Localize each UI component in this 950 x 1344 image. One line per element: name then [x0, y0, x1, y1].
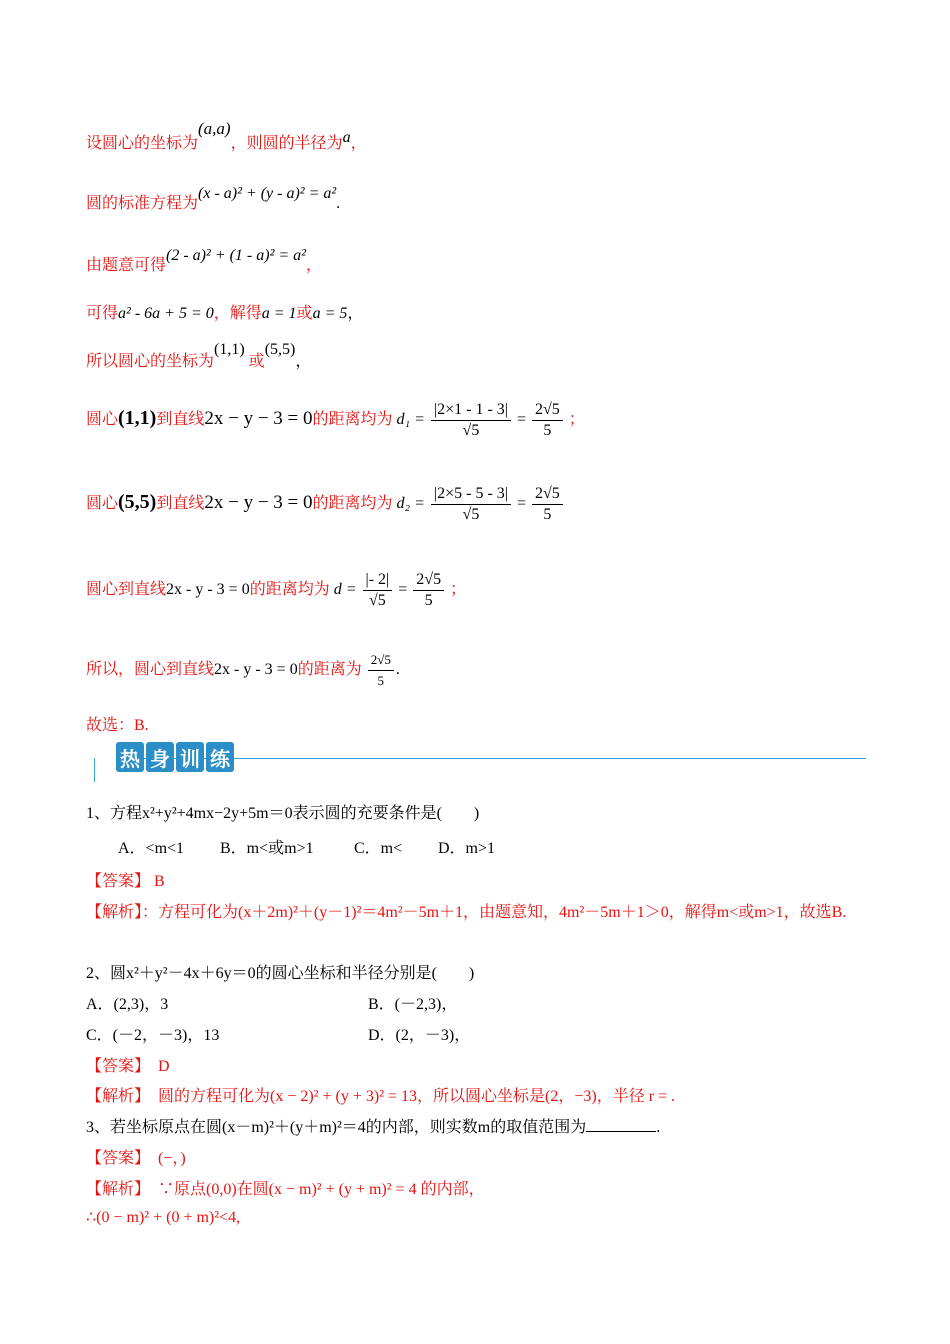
q2-stem: 2、圆x²＋y²－4x＋6y＝0的圆心坐标和半径分别是( ): [86, 965, 475, 982]
center-1: (1,1): [214, 341, 245, 358]
q2-option-a: A．(2,3)，3: [86, 996, 169, 1013]
denominator: 5: [377, 673, 385, 688]
denominator: √5: [462, 422, 480, 439]
text: ；: [450, 581, 467, 599]
answer-value: B: [154, 873, 165, 890]
center-coord: (a,a): [198, 119, 231, 138]
solution-line-1: [86, 119, 367, 153]
equation: (x - a)² + (y - a)² = a²: [198, 185, 337, 202]
solution-line-7: [86, 484, 565, 525]
text: 由题意可得: [86, 257, 167, 274]
numerator: 2√5: [413, 570, 444, 591]
numerator: 2√5: [368, 650, 394, 671]
stem-text: 3、若坐标原点在圆(x－m)²＋(y＋m)²＝4的内部，则实数m的取值范围为: [86, 1119, 587, 1136]
solution-line-6: [86, 400, 585, 441]
text: ，: [350, 135, 367, 152]
solution-line-8: [86, 570, 466, 611]
answer-value: D: [158, 1058, 170, 1075]
q2-option-d: D．(2，－3)，: [368, 1027, 471, 1044]
q1-analysis: [86, 898, 866, 928]
q2-option-c: C．(－2，－3)，13: [86, 1027, 220, 1044]
fraction: [532, 484, 563, 525]
q3-analysis-step: ∴(0 − m)² + (0 + m)²<4,: [86, 1209, 241, 1226]
equals: =: [398, 581, 408, 599]
equation: a² - 6a + 5 = 0: [118, 305, 214, 322]
analysis-text: ∵原点(0,0)在圆(x − m)² + (y + m)² = 4 的内部，: [158, 1181, 485, 1198]
line-equation: 2x − y − 3 = 0: [204, 408, 313, 430]
text: 设圆心的坐标为: [86, 135, 199, 152]
denominator: 5: [424, 592, 433, 609]
q1-option-c: C．m<: [354, 840, 403, 857]
text: 圆心到直线: [86, 581, 167, 599]
text: 圆的标准方程为: [86, 195, 199, 212]
q1-answer: [86, 868, 165, 891]
text: ，: [347, 305, 364, 322]
line-equation: 2x - y - 3 = 0: [166, 581, 250, 599]
text: 所以圆心的坐标为: [86, 353, 215, 370]
stem-end: .: [656, 1119, 661, 1136]
q3-analysis: [86, 1176, 485, 1199]
text: ，: [295, 353, 312, 370]
text: ，则圆的半径为: [230, 135, 343, 152]
center-coord: (5,5): [118, 491, 157, 514]
text: .: [395, 661, 400, 679]
q1-option-b: B．m<或m>1: [220, 840, 314, 857]
fraction: [363, 570, 393, 611]
fraction: [368, 650, 394, 691]
q1-stem: 1、方程x²+y²+4mx−2y+5m＝0表示圆的充要条件是( ): [86, 805, 480, 822]
text: 圆心: [86, 495, 119, 513]
numerator: |2×1 - 1 - 3|: [431, 400, 511, 421]
banner-title: [116, 742, 234, 772]
denominator: 5: [543, 506, 552, 523]
answer-blank: [586, 1131, 656, 1132]
root-1: a = 1: [261, 305, 297, 322]
solution-conclusion: 故选：B.: [86, 717, 149, 734]
analysis-text: 圆的方程可化为(x − 2)² + (y + 3)² = 13，所以圆心坐标是(2，−3)，半径 r = .: [158, 1088, 676, 1105]
q2-analysis: [86, 1083, 675, 1106]
analysis-label: 【解析】: [86, 1088, 151, 1105]
q1-option-d: D．m>1: [438, 840, 496, 857]
text: 的距离均为: [249, 581, 330, 599]
text: 的距离为: [297, 661, 362, 679]
distance-symbol: d₂ =: [396, 495, 425, 513]
denominator: √5: [368, 592, 386, 609]
analysis-label: 【解析】: [86, 1181, 151, 1198]
equals: =: [516, 495, 527, 513]
solution-line-4: [86, 300, 363, 323]
banner-char: 练: [206, 742, 234, 772]
root-2: a = 5: [312, 305, 348, 322]
banner-char: 训: [176, 742, 204, 772]
fraction: [532, 400, 563, 441]
text: 的距离均为: [312, 495, 393, 513]
solution-line-5: [86, 341, 312, 371]
fraction: [431, 484, 511, 525]
answer-label: 【答案】: [86, 873, 151, 890]
center-2: (5,5): [264, 341, 296, 358]
text: ，: [305, 257, 322, 274]
text: 或: [296, 305, 313, 322]
denominator: √5: [462, 506, 480, 523]
text: 圆心: [86, 411, 119, 429]
solution-line-9: [86, 650, 400, 691]
fraction: [431, 400, 511, 441]
line-equation: 2x - y - 3 = 0: [214, 661, 298, 679]
q3-answer: [86, 1145, 186, 1168]
text: 的距离均为: [312, 411, 393, 429]
banner-decoration: [94, 758, 95, 782]
distance-symbol: d₁ =: [396, 411, 425, 429]
center-coord: (1,1): [118, 407, 157, 430]
q2-option-b: B．(－2,3)，: [368, 996, 458, 1013]
section-banner: [86, 742, 866, 782]
text: 可得: [86, 305, 119, 322]
text: 到直线: [156, 495, 205, 513]
text: ；: [568, 411, 585, 429]
line-equation: 2x − y − 3 = 0: [204, 492, 313, 514]
q2-answer: [86, 1053, 170, 1076]
text: ，解得: [213, 305, 262, 322]
banner-char: 身: [146, 742, 174, 772]
numerator: |2×5 - 5 - 3|: [431, 484, 511, 505]
q1-option-a: A．<m<1: [118, 840, 185, 857]
analysis-text: 方程可化为(x＋2m)²＋(y－1)²＝4m²－5m＋1，由题意知，4m²－5m＋1＞0，解得m<或m>1，故选B.: [158, 904, 847, 921]
numerator: 2√5: [532, 484, 563, 505]
numerator: |- 2|: [363, 570, 393, 591]
equation: (2 - a)² + (1 - a)² = a²: [166, 247, 306, 264]
banner-char: 热: [116, 742, 144, 772]
answer-label: 【答案】: [86, 1058, 151, 1075]
answer-value: (−，): [158, 1150, 186, 1167]
distance-symbol: d =: [333, 581, 357, 599]
text: 到直线: [156, 411, 205, 429]
analysis-label: 【解析】：: [86, 904, 159, 921]
answer-label: 【答案】: [86, 1150, 151, 1167]
denominator: 5: [543, 422, 552, 439]
text: 所以，圆心到直线: [86, 661, 215, 679]
radius-symbol: a: [342, 129, 351, 146]
equals: =: [516, 411, 527, 429]
q3-stem: [86, 1114, 660, 1137]
solution-line-2: [86, 185, 341, 213]
fraction: [413, 570, 444, 611]
text: .: [336, 195, 341, 212]
solution-line-3: [86, 247, 322, 275]
numerator: 2√5: [532, 400, 563, 421]
text: 或: [248, 353, 265, 370]
